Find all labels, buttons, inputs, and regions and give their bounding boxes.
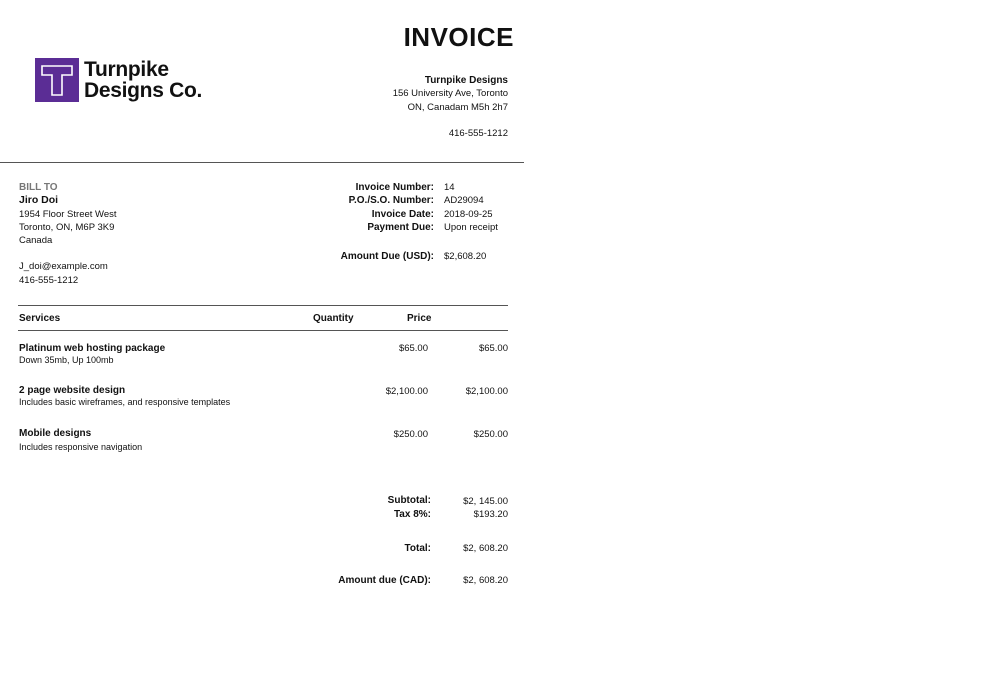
item-description: Down 35mb, Up 100mb (19, 355, 114, 365)
payment-due: Upon receipt (444, 221, 498, 233)
po-number-label: P.O./S.O. Number: (348, 195, 434, 207)
item-price: $250.00 (393, 429, 428, 440)
table-top-rule (18, 305, 508, 306)
po-number: AD29094 (444, 195, 484, 207)
invoice-number: 14 (444, 182, 455, 193)
amount-due-cad-value: $2, 608.20 (463, 575, 508, 586)
invoice-meta-values (444, 181, 498, 263)
company-logo-icon (35, 58, 79, 102)
invoice-number-label: Invoice Number: (355, 182, 434, 193)
amount-due-cad-label: Amount due (CAD): (338, 575, 431, 586)
client-country: Canada (19, 235, 53, 247)
total-value: $2, 608.20 (463, 543, 508, 554)
item-name: Mobile designs (19, 428, 92, 439)
table-row (19, 343, 165, 365)
item-name: 2 page website design (19, 385, 126, 396)
subtotal-value: $2, 145.00 (463, 496, 508, 507)
client-phone: 416-555-1212 (19, 274, 79, 286)
payment-due-label: Payment Due: (367, 221, 434, 233)
logo-line-1: Turnpike (84, 58, 169, 81)
invoice-meta-labels (341, 181, 434, 263)
item-name: Platinum web hosting package (19, 343, 166, 354)
item-amount: $2,100.00 (465, 386, 508, 397)
client-email: J_doi@example.com (19, 261, 108, 273)
client-name: Jiro Doi (19, 194, 59, 207)
item-price: $65.00 (398, 343, 428, 354)
invoice-date-label: Invoice Date: (371, 208, 434, 220)
item-description: Includes responsive navigation (19, 442, 143, 452)
header-price: Price (407, 313, 432, 324)
total-label: Total: (404, 543, 431, 554)
header-services: Services (19, 313, 61, 324)
tax-value: $193.20 (473, 509, 508, 520)
subtotal-label: Subtotal: (387, 495, 431, 506)
header-quantity: Quantity (313, 313, 354, 324)
client-address-2: Toronto, ON, M6P 3K9 (19, 221, 115, 233)
tax-label: Tax 8%: (393, 509, 431, 520)
logo-line-2: Designs Co. (84, 79, 203, 102)
company-name: Turnpike Designs (424, 75, 508, 86)
company-logo-text (84, 59, 202, 101)
item-amount: $65.00 (478, 343, 508, 354)
company-address-2: ON, Canadam M5h 2h7 (407, 101, 508, 113)
table-row (19, 385, 230, 407)
amount-due-label: Amount Due (USD): (340, 251, 434, 263)
item-description: Includes basic wireframes, and responsive templates (19, 397, 231, 407)
item-price: $2,100.00 (385, 386, 428, 397)
client-address-1: 1954 Floor Street West (19, 208, 117, 220)
company-info (393, 74, 508, 140)
company-phone: 416-555-1212 (448, 127, 508, 139)
invoice-title: INVOICE (403, 22, 514, 52)
table-header-rule (18, 330, 508, 331)
item-amount: $250.00 (473, 429, 508, 440)
bill-to-section (19, 181, 117, 287)
header-divider (0, 162, 524, 163)
bill-to-heading: BILL TO (19, 182, 58, 193)
amount-due: $2,608.20 (444, 251, 487, 263)
invoice-date: 2018-09-25 (444, 208, 493, 220)
table-row (19, 428, 142, 452)
company-address-1: 156 University Ave, Toronto (392, 88, 508, 100)
